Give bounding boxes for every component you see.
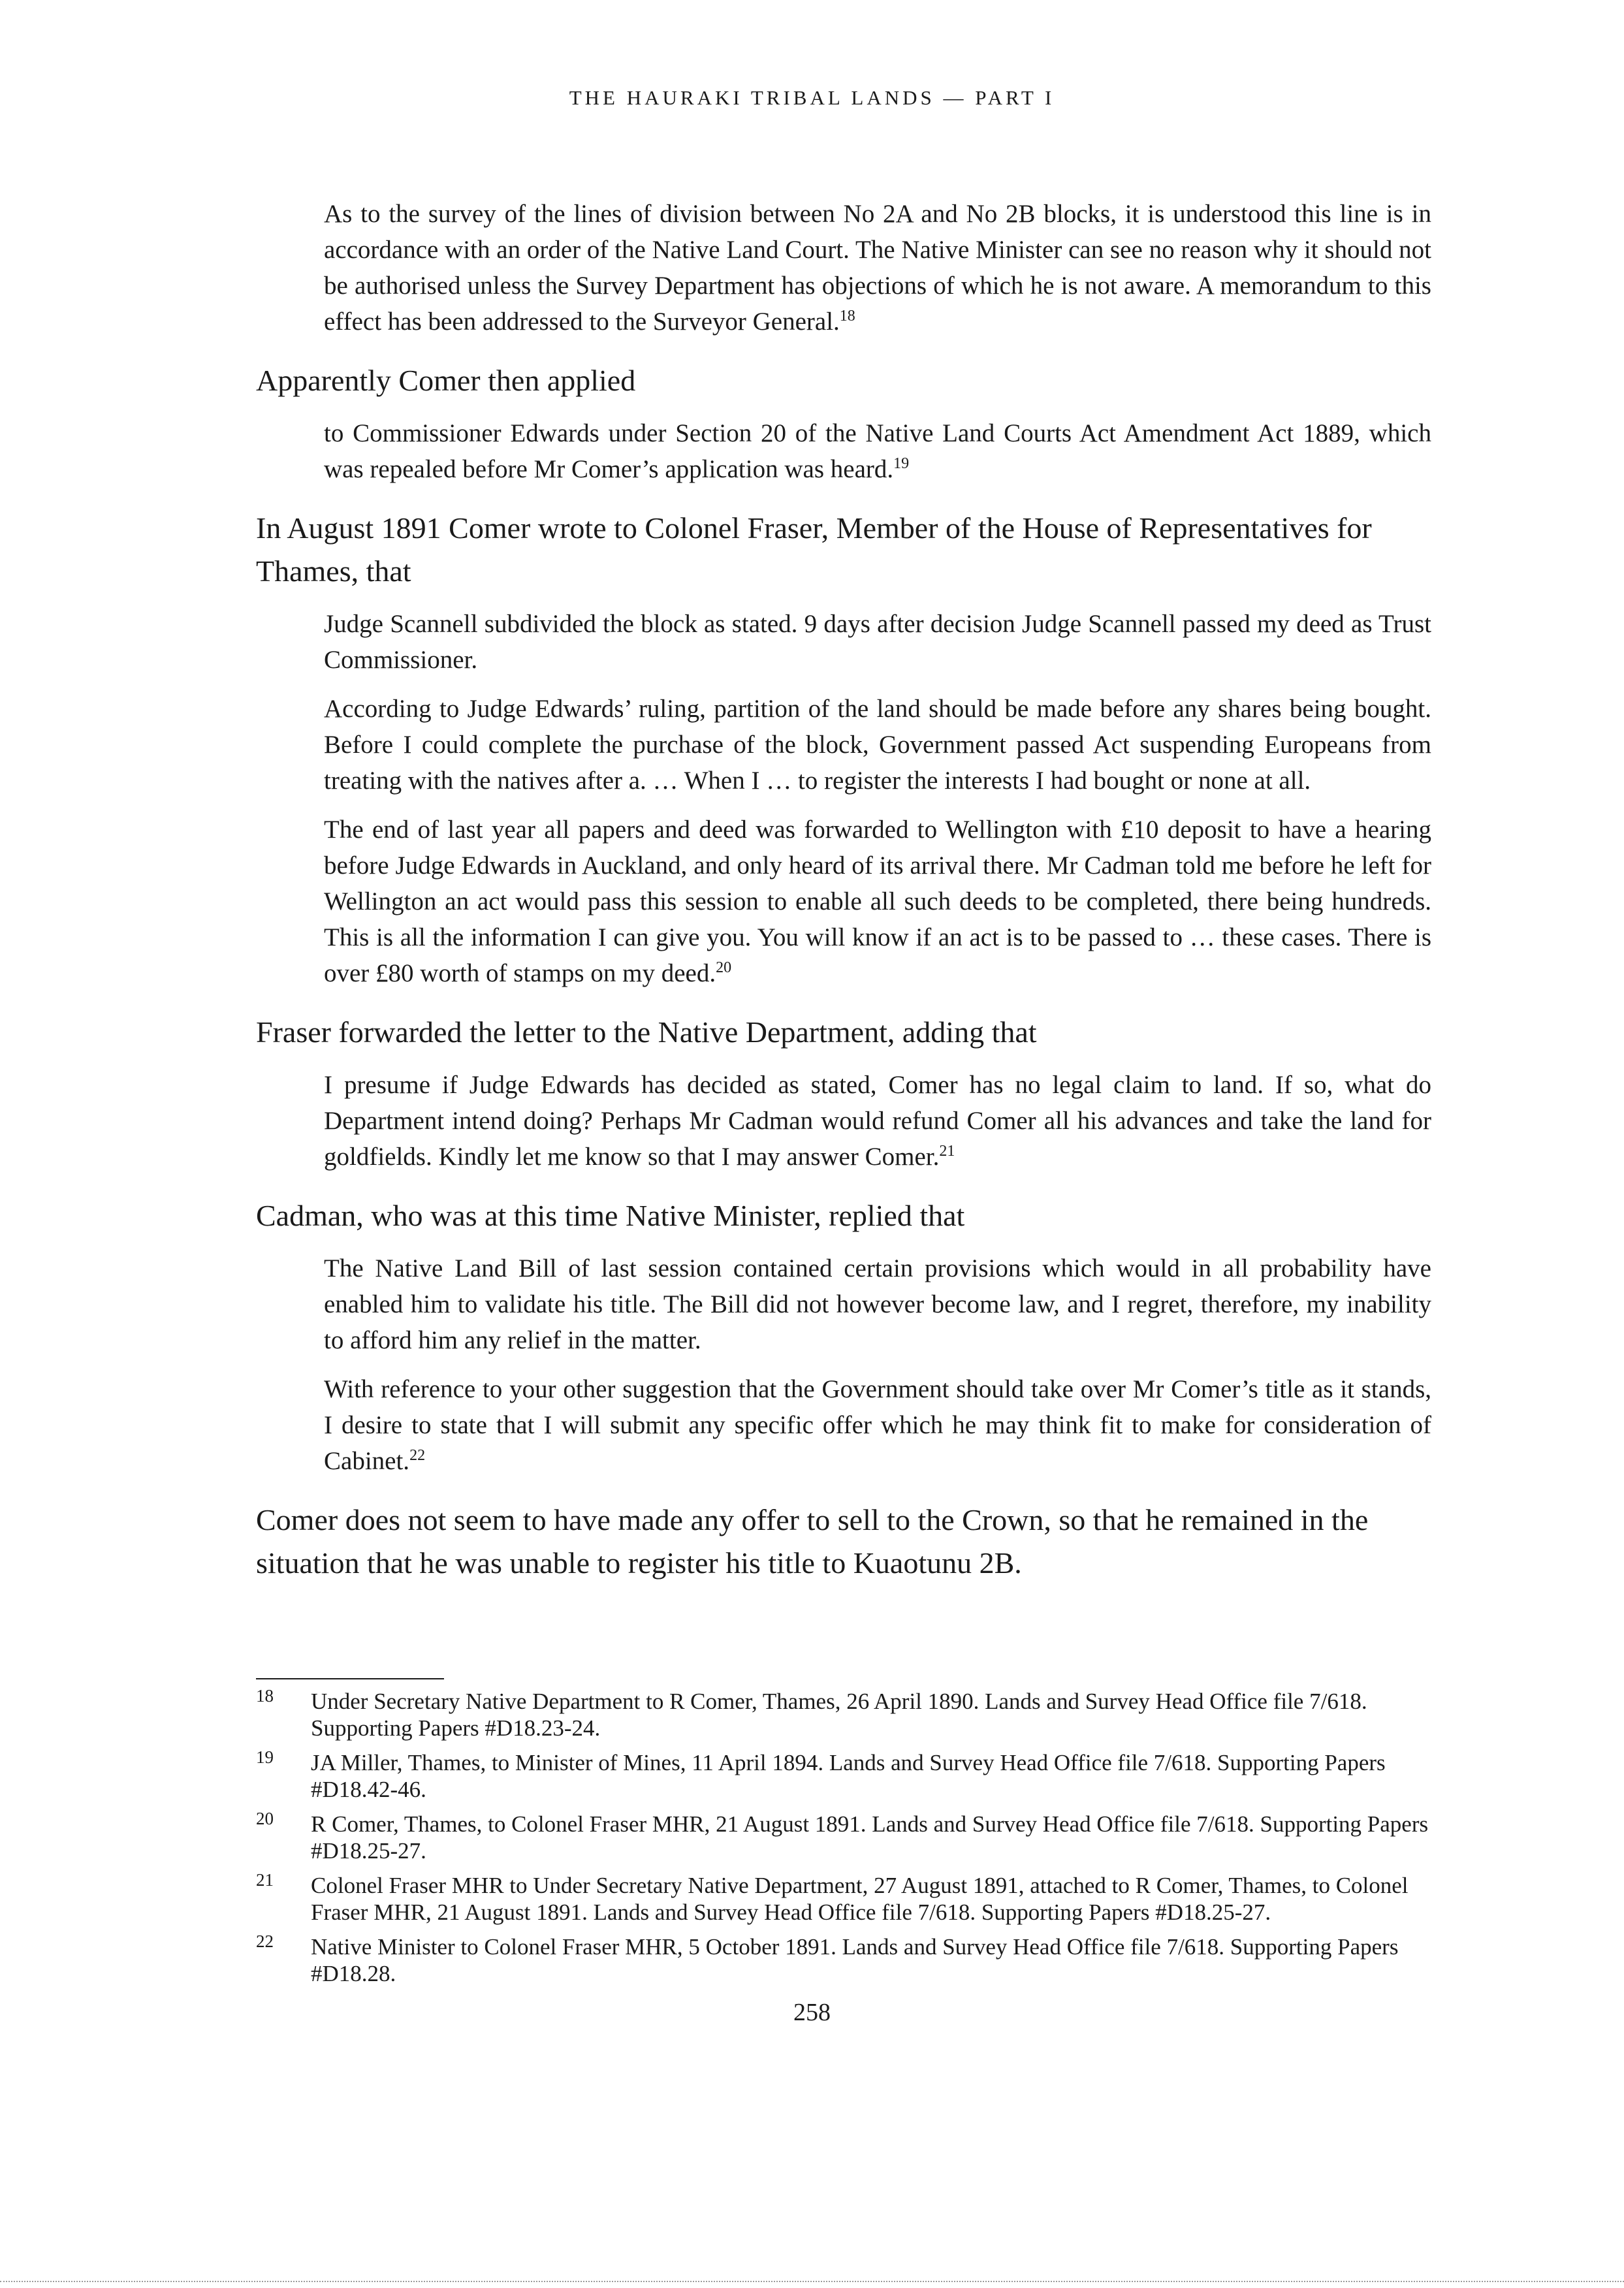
footnote-ref: 19 [893, 455, 910, 472]
quote-text: As to the survey of the lines of division between No 2A and No 2B blocks, it is understood this line is in accordance with an order of the Native Land Court. The Native Minister can see no reason why it should not be authorised unless the Survey Department has objections of which he is not aware. A memorandum to this effect has been addressed to the Surveyor General. [324, 200, 1431, 336]
paragraph-1: Apparently Comer then applied [256, 364, 636, 397]
footnote-ref: 18 [839, 308, 855, 325]
quote-text: With reference to your other suggestion that the Government should take over Mr Comer’s title as it stands, I desire to state that I will submit any specific offer which he may think fit to make for consideration of Cabinet. [324, 1375, 1431, 1475]
footnote-ref: 21 [939, 1143, 955, 1160]
footnote-21 [256, 1872, 1431, 1926]
footnote-ref: 20 [716, 959, 732, 976]
footnote-number: 20 [256, 1809, 274, 1828]
footnote-number: 21 [256, 1870, 274, 1890]
footnote-number: 22 [256, 1931, 274, 1951]
footnote-number: 19 [256, 1747, 274, 1767]
footnote-text: JA Miller, Thames, to Minister of Mines, 11 April 1894. Lands and Survey Head Office file 7/618. Supporting Papers #D18.42-46. [311, 1750, 1386, 1802]
block-quote-2 [324, 415, 1431, 487]
quote-text: to Commissioner Edwards under Section 20 of the Native Land Courts Act Amendment Act 1889, which was repealed before Mr Comer’s application was heard. [324, 419, 1431, 483]
footnote-text: R Comer, Thames, to Colonel Fraser MHR, 21 August 1891. Lands and Survey Head Office file 7/618. Supporting Papers #D18.25-27. [311, 1811, 1429, 1864]
block-quote-7: The Native Land Bill of last session contained certain provisions which would in all probability have enabled him to validate his title. The Bill did not however become law, and I regret, therefore, my inability to afford him any relief in the matter. [324, 1254, 1431, 1354]
paragraph-2: In August 1891 Comer wrote to Colonel Fraser, Member of the House of Representatives for Thames, that [256, 511, 1372, 588]
footnote-ref: 22 [409, 1447, 426, 1464]
block-quote-4: According to Judge Edwards’ ruling, partition of the land should be made before any shares being bought. Before I could complete the purchase of the block, Government passed Act suspending Europeans from treating with the natives after a. … When I … to register the interests I had bought or none at all. [324, 695, 1431, 795]
footnote-18 [256, 1688, 1431, 1741]
paragraph-4: Cadman, who was at this time Native Minister, replied that [256, 1199, 965, 1232]
footnote-text: Native Minister to Colonel Fraser MHR, 5 October 1891. Lands and Survey Head Office file 7/618. Supporting Papers #D18.28. [311, 1934, 1399, 1986]
footnote-19 [256, 1749, 1431, 1803]
page-edge-dotted-line [0, 2281, 1624, 2282]
block-quote-8 [324, 1371, 1431, 1479]
footnote-22 [256, 1933, 1431, 1987]
quote-text: I presume if Judge Edwards has decided as stated, Comer has no legal claim to land. If so, what do Department intend doing? Perhaps Mr Cadman would refund Comer all his advances and take the land for goldfields. Kindly let me know so that I may answer Comer. [324, 1071, 1431, 1171]
footnote-divider [256, 1678, 444, 1679]
running-head: THE HAURAKI TRIBAL LANDS — PART I [569, 86, 1055, 109]
footnote-20 [256, 1811, 1431, 1864]
paragraph-3: Fraser forwarded the letter to the Native Department, adding that [256, 1015, 1037, 1049]
page-number: 258 [793, 1999, 831, 2026]
footnote-text: Under Secretary Native Department to R Comer, Thames, 26 April 1890. Lands and Survey Head Office file 7/618. Supporting Papers #D18.23-24. [311, 1689, 1367, 1741]
block-quote-6 [324, 1067, 1431, 1175]
footnote-text: Colonel Fraser MHR to Under Secretary Native Department, 27 August 1891, attached to R Comer, Thames, to Colonel Fraser MHR, 21 August 1891. Lands and Survey Head Office file 7/618. Supporting Papers #D18.25-27. [311, 1873, 1409, 1925]
block-quote-1 [324, 196, 1431, 340]
paragraph-5: Comer does not seem to have made any offer to sell to the Crown, so that he remained in the situation that he was unable to register his title to Kuaotunu 2B. [256, 1503, 1369, 1580]
footnotes [256, 1688, 1431, 1995]
footnote-number: 18 [256, 1686, 274, 1706]
main-text [256, 196, 1431, 1585]
block-quote-3: Judge Scannell subdivided the block as stated. 9 days after decision Judge Scannell passed my deed as Trust Commissioner. [324, 610, 1431, 674]
block-quote-5 [324, 812, 1431, 991]
quote-text: The end of last year all papers and deed was forwarded to Wellington with £10 deposit to have a hearing before Judge Edwards in Auckland, and only heard of its arrival there. Mr Cadman told me before he left for Wellington an act would pass this session to enable all such deeds to be completed, there being hundreds. This is all the information I can give you. You will know if an act is to be passed to … these cases. There is over £80 worth of stamps on my deed. [324, 816, 1431, 987]
